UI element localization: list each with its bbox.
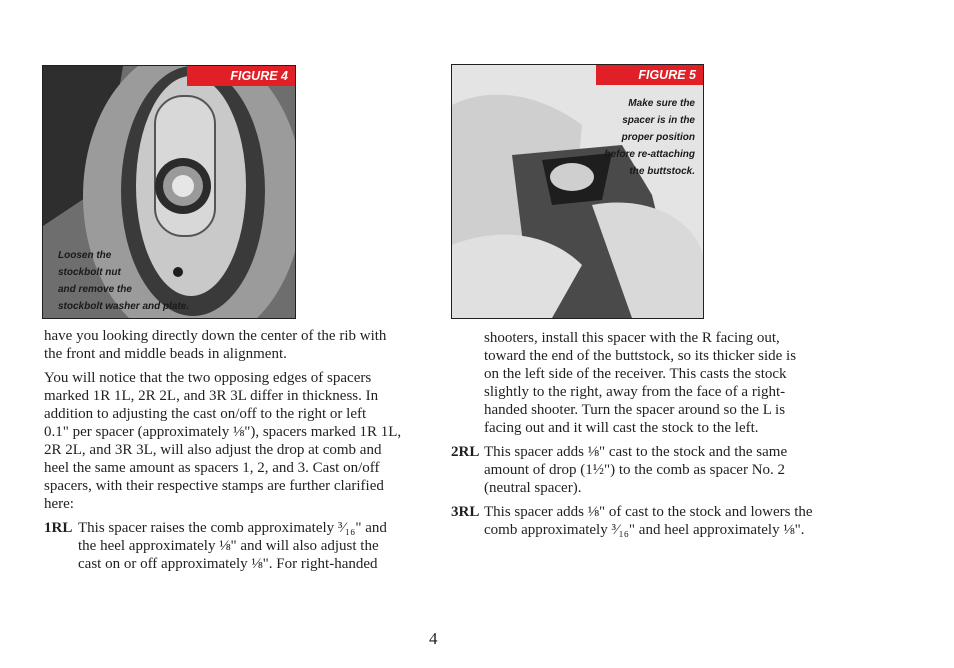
page-number: 4 <box>429 629 438 648</box>
text-line: have you looking directly down the center of the rib with <box>44 328 387 344</box>
figure-4-caption-line: Loosen the <box>58 250 112 261</box>
figure-4-caption-line: and remove the <box>58 284 132 295</box>
figure-4-label: FIGURE 4 <box>187 66 295 86</box>
figure-4 <box>42 65 296 319</box>
figure-5-caption-line: proper position <box>621 132 695 143</box>
spacer-description-2rl <box>451 443 829 497</box>
text-line: cast on or off approximately ⅛". For right-handed <box>78 556 378 572</box>
text-line: here: <box>44 496 74 512</box>
spacer-description-1rl <box>44 519 418 573</box>
right-column <box>451 329 829 545</box>
text-line: heel the same amount as spacers 1, 2, and 3. Cast on/off <box>44 460 380 476</box>
figure-4-caption-line: stockbolt nut <box>58 267 121 278</box>
text-line: This spacer adds ⅛" of cast to the stock and lowers the <box>484 504 813 520</box>
paragraph-alignment <box>44 327 418 363</box>
text-line: handed shooter. Turn the spacer around so the L is <box>484 402 786 418</box>
text-line: spacers, with their respective stamps are further clarified <box>44 478 384 494</box>
figure-4-caption <box>58 247 189 315</box>
text-line: on the left side of the receiver. This casts the stock <box>484 366 787 382</box>
text-line: (neutral spacer). <box>484 480 582 496</box>
spacer-description-3rl <box>451 503 829 539</box>
text-line: This spacer raises the comb approximately ³⁄₁₆" and <box>78 520 387 536</box>
text-line: shooters, install this spacer with the R facing out, <box>484 330 780 346</box>
text-line: slightly to the right, away from the face of a right- <box>484 384 786 400</box>
left-column <box>44 327 418 579</box>
text-line: marked 1R 1L, 2R 2L, and 3R 3L differ in thickness. In <box>44 388 379 404</box>
text-line: facing out and it will cast the stock to the left. <box>484 420 759 436</box>
spacer-term-2rl: 2RL <box>451 444 480 460</box>
text-line: comb approximately ³⁄₁₆" and heel approximately ⅛". <box>484 522 805 538</box>
spacer-term-1rl: 1RL <box>44 520 73 536</box>
figure-5-caption-line: Make sure the <box>628 98 695 109</box>
paragraph-spacer-edges <box>44 369 418 513</box>
text-line: amount of drop (1½") to the comb as spacer No. 2 <box>484 462 786 478</box>
figure-5-label: FIGURE 5 <box>596 65 703 85</box>
figure-5-caption-line: before re-attaching <box>604 149 695 160</box>
figure-5-caption-line: spacer is in the <box>622 115 695 126</box>
text-line: 2R 2L, and 3R 3L, will also adjust the drop at comb and <box>44 442 382 458</box>
text-line: the front and middle beads in alignment. <box>44 346 287 362</box>
text-line: addition to adjusting the cast on/off to the right or left <box>44 406 367 422</box>
spacer-term-3rl: 3RL <box>451 504 480 520</box>
text-line: This spacer adds ⅛" cast to the stock and the same <box>484 444 788 460</box>
figure-5 <box>451 64 704 319</box>
spacer-description-1rl-continued <box>451 329 829 437</box>
spacer-item-1rl <box>44 519 418 573</box>
text-line: 0.1" per spacer (approximately ⅛"), spacers marked 1R 1L, <box>44 424 402 440</box>
figure-5-caption-line: the buttstock. <box>629 166 695 177</box>
figure-4-caption-line: stockbolt washer and plate. <box>58 301 190 312</box>
spacer-item-2rl <box>451 443 829 497</box>
text-line: toward the end of the buttstock, so its thicker side is <box>484 348 797 364</box>
text-line: the heel approximately ⅛" and will also adjust the <box>78 538 379 554</box>
text-line: You will notice that the two opposing edges of spacers <box>44 370 372 386</box>
spacer-item-3rl <box>451 503 829 539</box>
figure-5-caption <box>604 95 695 180</box>
